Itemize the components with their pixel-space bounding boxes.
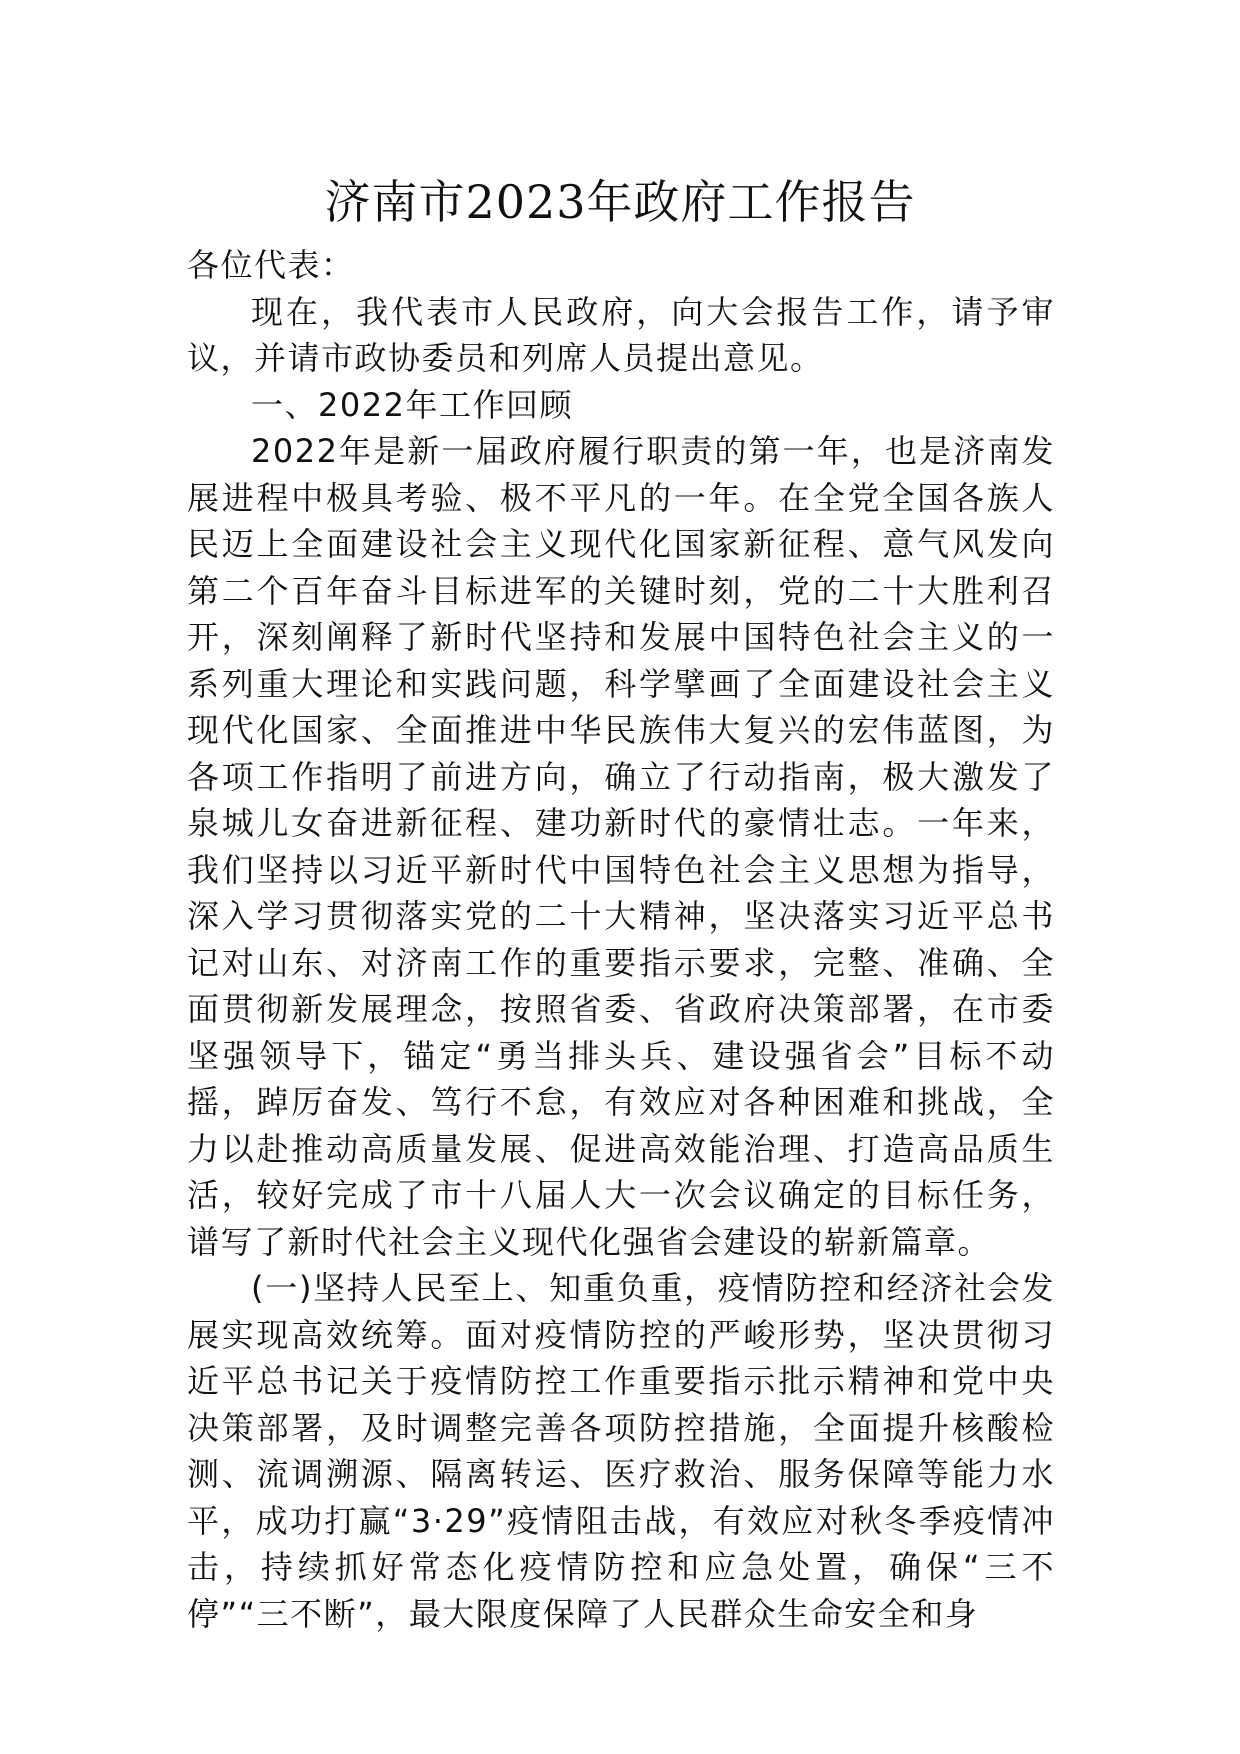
intro-paragraph: 现在，我代表市人民政府，向大会报告工作，请予审议，并请市政协委员和列席人员提出意见。 — [187, 292, 1055, 377]
document-title: 济南市2023年政府工作报告 — [324, 175, 916, 229]
section-heading: 一、2022年工作回顾 — [251, 385, 573, 424]
document-body — [187, 242, 1055, 1637]
body-paragraph-2: (一)坚持人民至上、知重负重，疫情防控和经济社会发展实现高效统筹。面对疫情防控的严峻形势，坚决贯彻习近平总书记关于疫情防控工作重要指示批示精神和党中央决策部署，及时调整完善各项防控措施，全面提升核酸检测、流调溯源、隔离转运、医疗救治、服务保障等能力水平，成功打赢“3·29”疫情阻击战，有效应对秋冬季疫情冲击，持续抓好常态化疫情防控和应急处置，确保“三不停”“三不断”，最大限度保障了人民群众生命安全和身 — [187, 1269, 1055, 1633]
salutation: 各位代表： — [187, 246, 355, 284]
body-paragraph-1: 2022年是新一届政府履行职责的第一年，也是济南发展进程中极具考验、极不平凡的一年。在全党全国各族人民迈上全面建设社会主义现代化国家新征程、意气风发向第二个百年奋斗目标进军的关键时刻，党的二十大胜利召开，深刻阐释了新时代坚持和发展中国特色社会主义的一系列重大理论和实践问题，科学擘画了全面建设社会主义现代化国家、全面推进中华民族伟大复兴的宏伟蓝图，为各项工作指明了前进方向，确立了行动指南，极大激发了泉城儿女奋进新征程、建功新时代的豪情壮志。一年来，我们坚持以习近平新时代中国特色社会主义思想为指导，深入学习贯彻落实党的二十大精神，坚决落实习近平总书记对山东、对济南工作的重要指示要求，完整、准确、全面贯彻新发展理念，按照省委、省政府决策部署，在市委坚强领导下，锚定“勇当排头兵、建设强省会”目标不动摇，踔厉奋发、笃行不怠，有效应对各种困难和挑战，全力以赴推动高质量发展、促进高效能治理、打造高品质生活，较好完成了市十八届人大一次会议确定的目标任务，谱写了新时代社会主义现代化强省会建设的崭新篇章。 — [187, 432, 1055, 1261]
